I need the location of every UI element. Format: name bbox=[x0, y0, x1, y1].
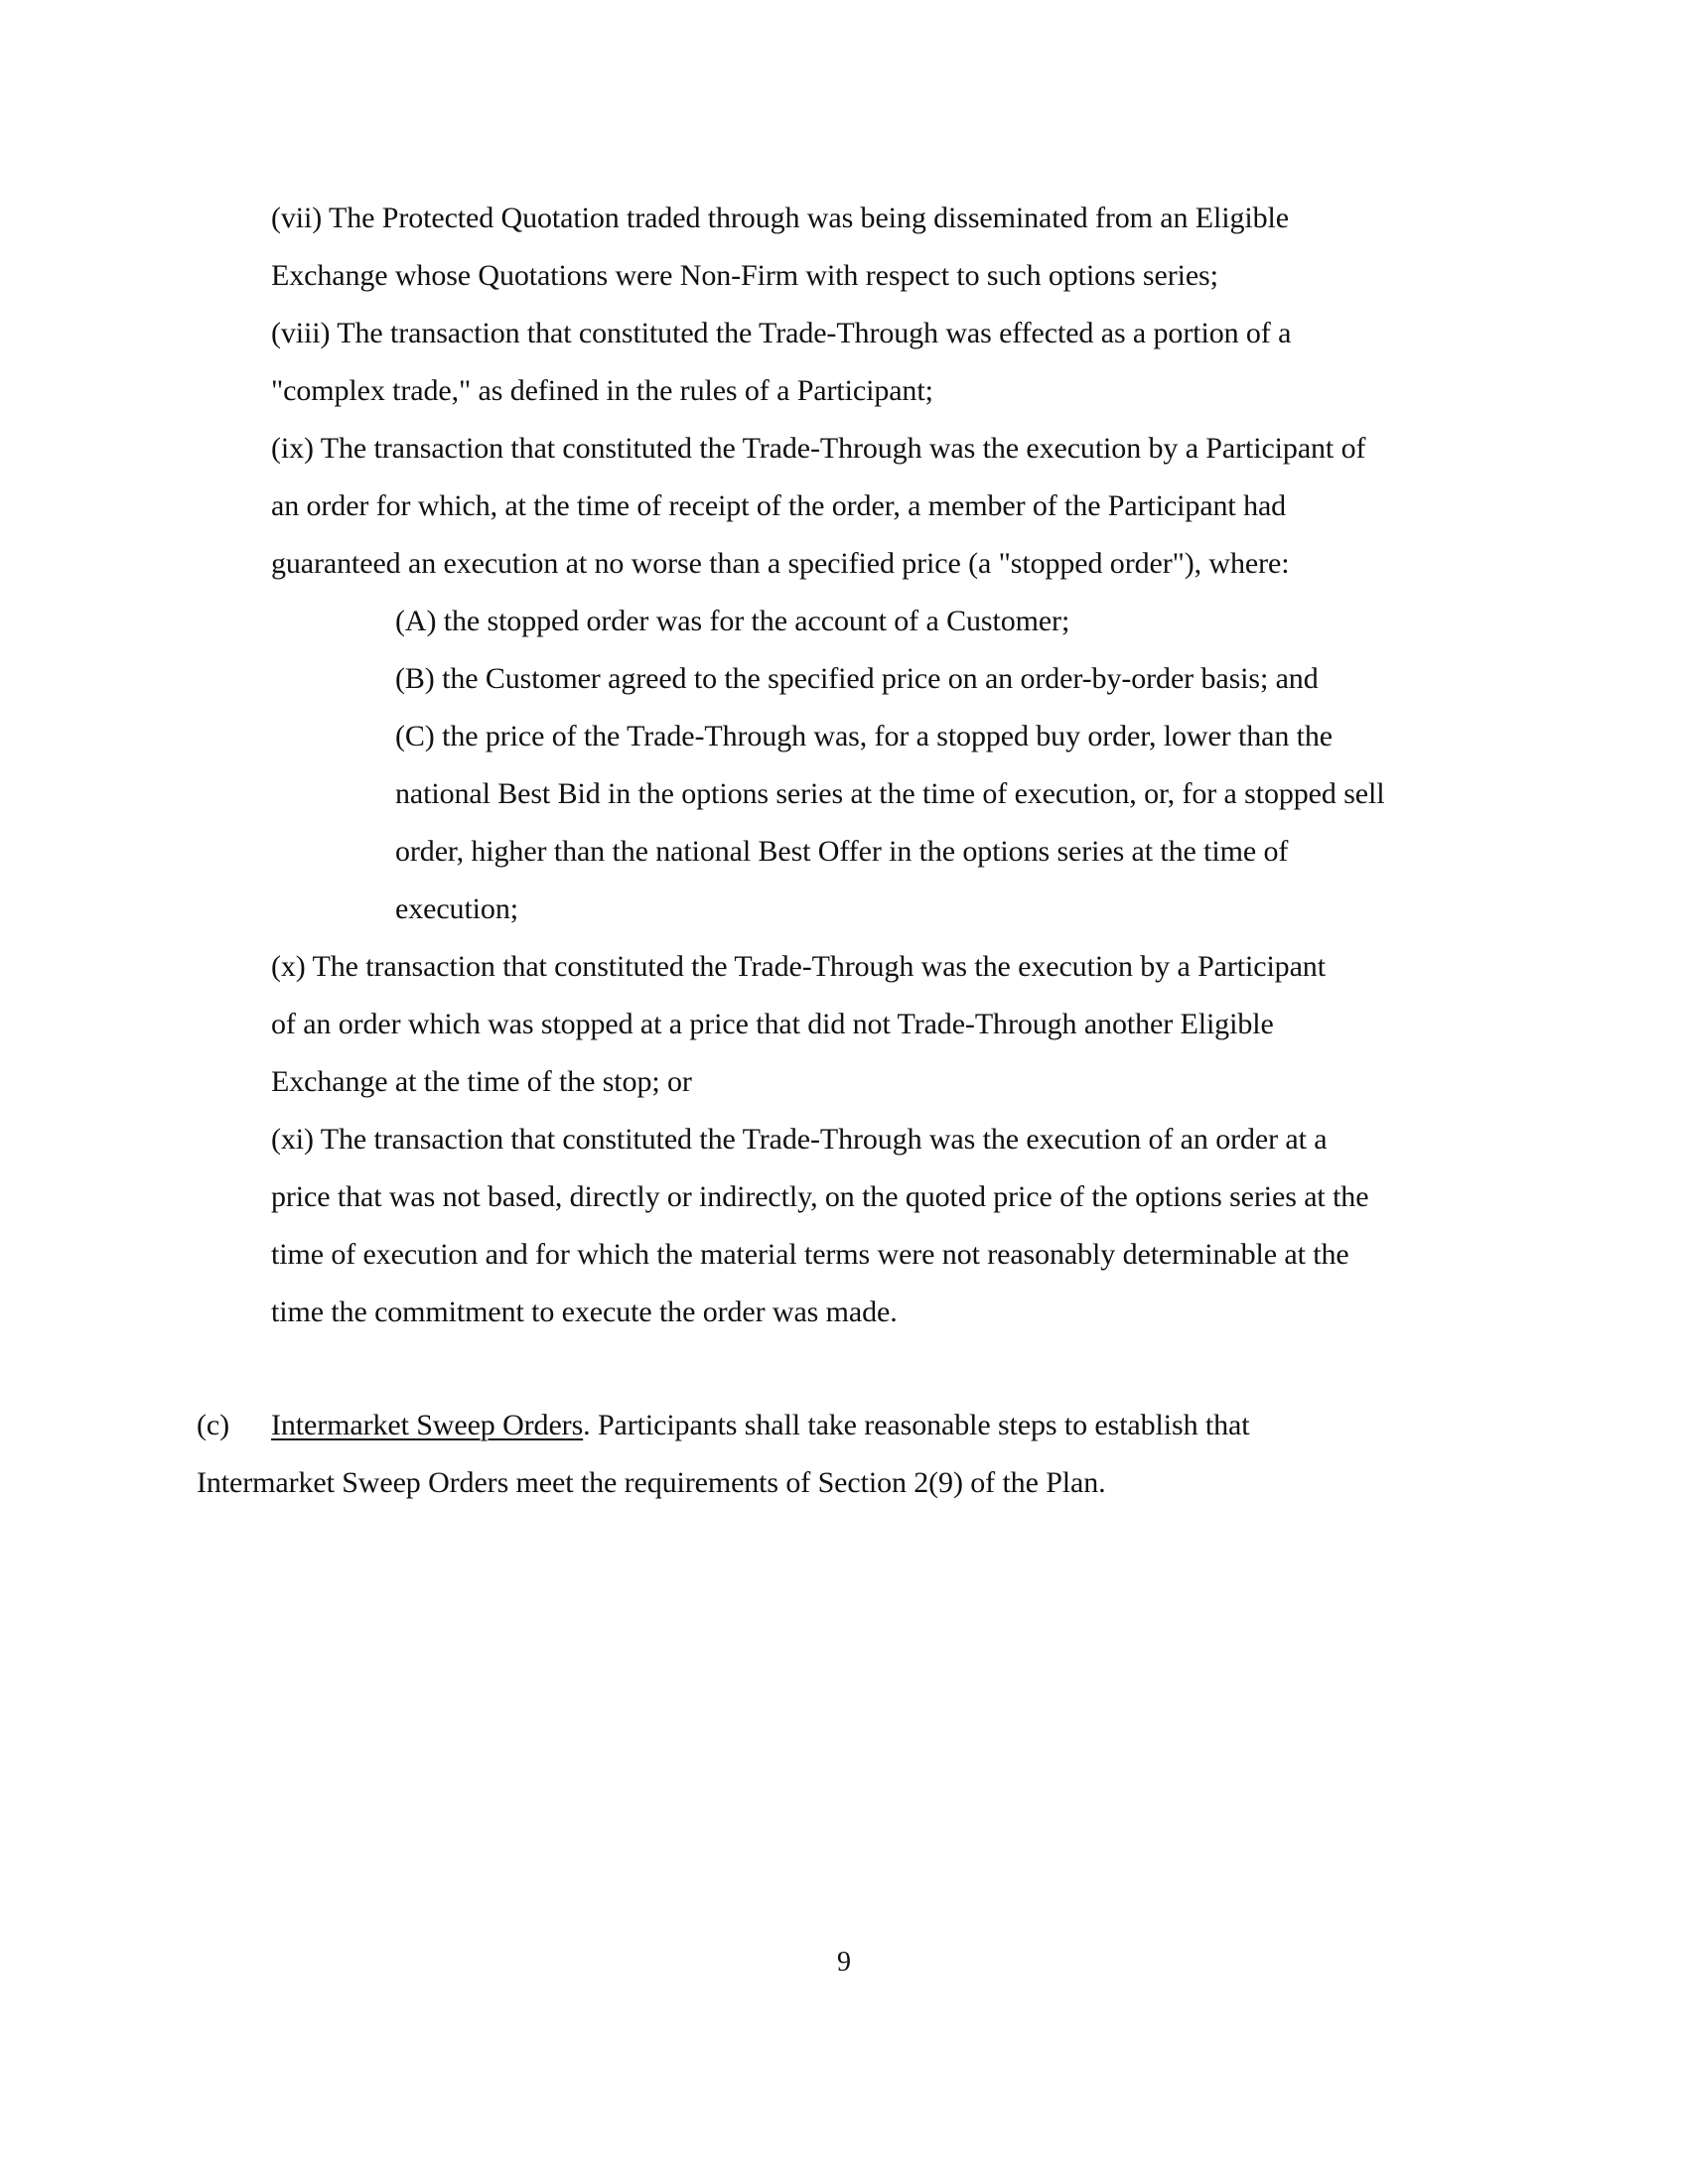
section-c-text-2: Intermarket Sweep Orders meet the requirements of Section 2(9) of the Plan. bbox=[197, 1466, 1106, 1499]
page-number: 9 bbox=[837, 1947, 851, 1978]
subitem-c-line-3: order, higher than the national Best Offer in the options series at the time of bbox=[395, 835, 1289, 868]
subitem-c-line-2: national Best Bid in the options series at the time of execution, or, for a stopped sell bbox=[395, 777, 1385, 810]
item-ix-line-3: guaranteed an execution at no worse than a specified price (a "stopped order"), where: bbox=[271, 547, 1290, 580]
section-c-heading: Intermarket Sweep Orders bbox=[271, 1409, 584, 1441]
item-viii-line-1: (viii) The transaction that constituted the Trade-Through was effected as a portion of a bbox=[271, 317, 1292, 349]
section-c-first-line bbox=[271, 1409, 1249, 1442]
subitem-c-line-1: (C) the price of the Trade-Through was, for a stopped buy order, lower than the bbox=[395, 720, 1333, 752]
item-vii-line-2: Exchange whose Quotations were Non-Firm with respect to such options series; bbox=[271, 259, 1218, 292]
item-ix-line-1: (ix) The transaction that constituted the Trade-Through was the execution by a Participant of bbox=[271, 432, 1366, 465]
item-xi-line-2: price that was not based, directly or indirectly, on the quoted price of the options series at the bbox=[271, 1180, 1369, 1213]
item-xi-line-3: time of execution and for which the material terms were not reasonably determinable at the bbox=[271, 1238, 1349, 1271]
item-x-line-1: (x) The transaction that constituted the Trade-Through was the execution by a Participant bbox=[271, 950, 1326, 983]
item-viii-line-2: "complex trade," as defined in the rules of a Participant; bbox=[271, 374, 933, 407]
section-c-text-1: . Participants shall take reasonable steps to establish that bbox=[583, 1409, 1250, 1441]
subitem-c-line-4: execution; bbox=[395, 892, 518, 925]
item-ix-line-2: an order for which, at the time of receipt of the order, a member of the Participant had bbox=[271, 489, 1287, 522]
subitem-b-line: (B) the Customer agreed to the specified price on an order-by-order basis; and bbox=[395, 662, 1319, 695]
subitem-a-line: (A) the stopped order was for the account of a Customer; bbox=[395, 605, 1070, 637]
item-xi-line-1: (xi) The transaction that constituted the Trade-Through was the execution of an order at a bbox=[271, 1123, 1328, 1156]
item-x-line-3: Exchange at the time of the stop; or bbox=[271, 1065, 692, 1098]
item-x-line-2: of an order which was stopped at a price that did not Trade-Through another Eligible bbox=[271, 1008, 1274, 1040]
section-c-label: (c) bbox=[197, 1409, 229, 1441]
item-xi-line-4: time the commitment to execute the order was made. bbox=[271, 1296, 898, 1328]
item-vii-line-1: (vii) The Protected Quotation traded through was being disseminated from an Eligible bbox=[271, 202, 1289, 234]
